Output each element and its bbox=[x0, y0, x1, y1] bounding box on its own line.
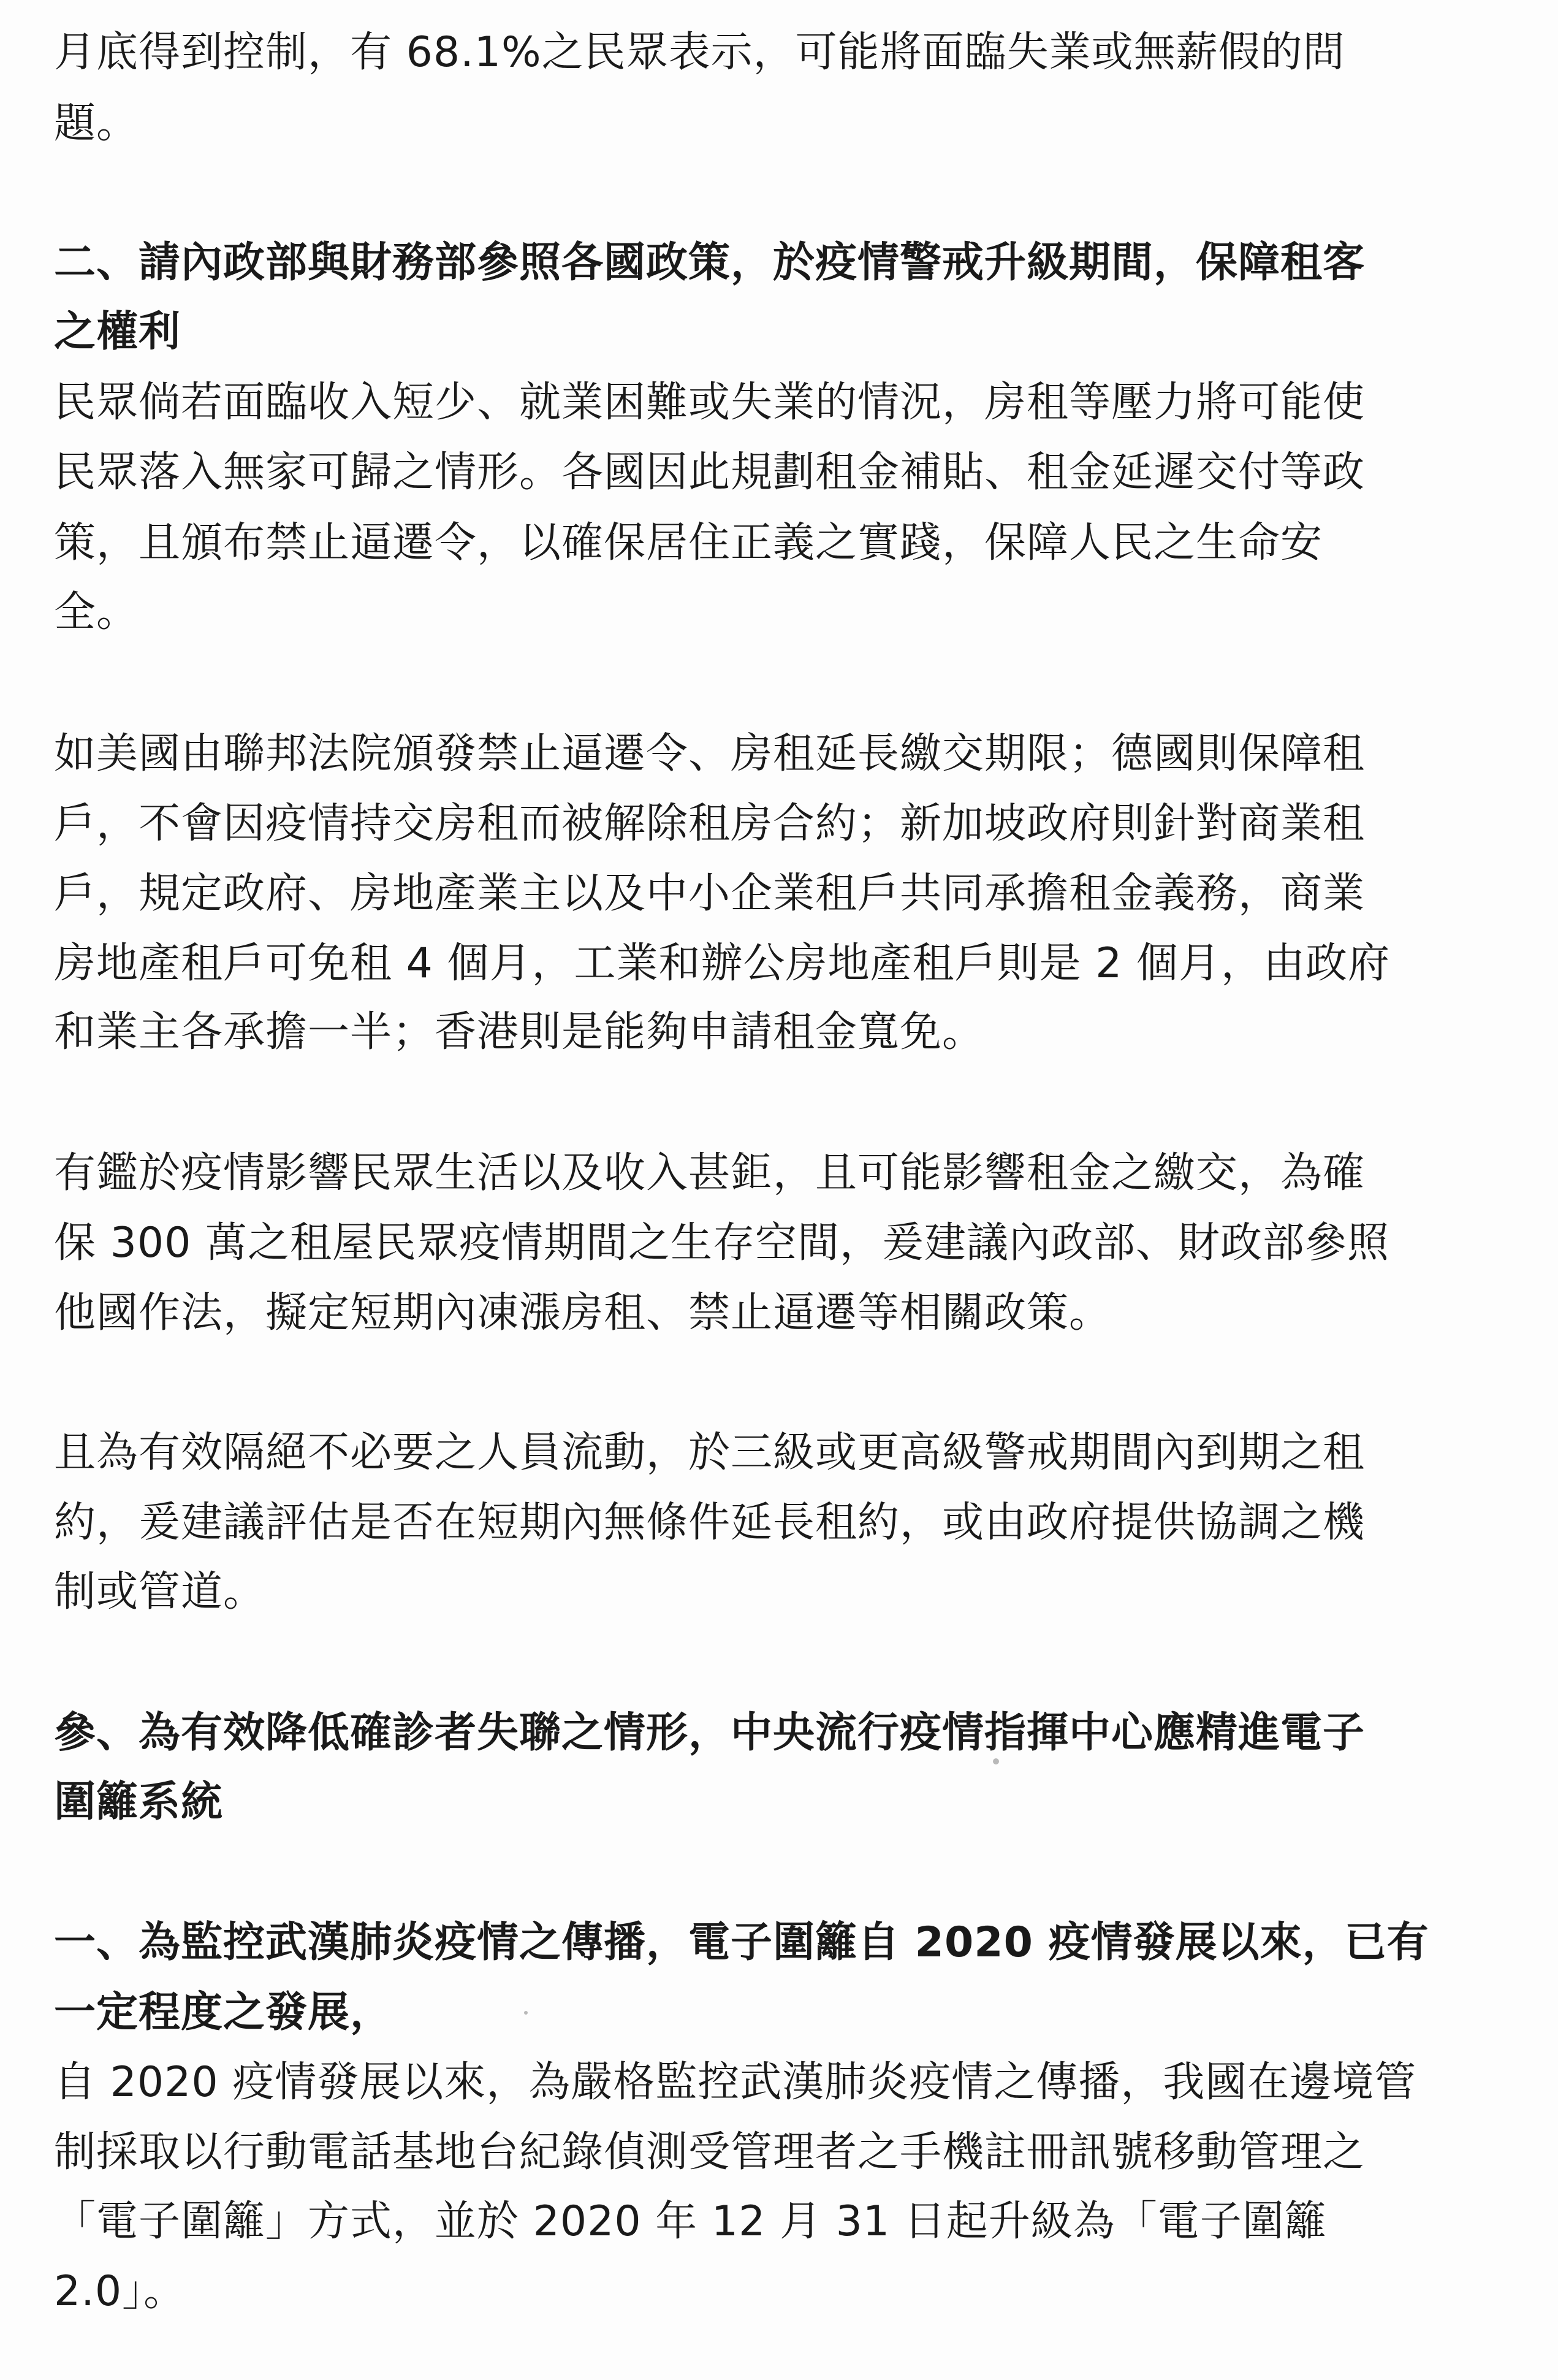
section-heading: 二、請內政部與財務部參照各國政策，於疫情警戒升級期間，保障租客 bbox=[54, 238, 1366, 287]
subsection-heading: 一、為監控武漢肺炎疫情之傳播，電子圍籬自 2020 疫情發展以來，已有 bbox=[54, 1918, 1429, 1967]
text-line: 「電子圍籬」方式，並於 2020 年 12 月 31 日起升級為「電子圍籬 bbox=[54, 2197, 1327, 2246]
text-line: 和業主各承擔一半；香港則是能夠申請租金寬免。 bbox=[54, 1008, 985, 1056]
text-line: 且為有效隔絕不必要之人員流動，於三級或更高級警戒期間內到期之租 bbox=[54, 1428, 1366, 1477]
text-line: 民眾落入無家可歸之情形。各國因此規劃租金補貼、租金延遲交付等政 bbox=[54, 448, 1366, 497]
text-line: 保 300 萬之租屋民眾疫情期間之生存空間，爰建議內政部、財政部參照 bbox=[54, 1219, 1390, 1267]
text-line: 如美國由聯邦法院頒發禁止逼遷令、房租延長繳交期限；德國則保障租 bbox=[54, 730, 1366, 778]
text-line: 自 2020 疫情發展以來，為嚴格監控武漢肺炎疫情之傳播，我國在邊境管 bbox=[54, 2058, 1417, 2107]
text-line: 月底得到控制，有 68.1%之民眾表示，可能將面臨失業或無薪假的問 bbox=[54, 28, 1345, 77]
text-line: 全。 bbox=[54, 588, 139, 636]
text-line: 戶，規定政府、房地產業主以及中小企業租戶共同承擔租金義務，商業 bbox=[54, 869, 1366, 918]
text-line: 民眾倘若面臨收入短少、就業困難或失業的情況，房租等壓力將可能使 bbox=[54, 378, 1366, 427]
text-line: 有鑑於疫情影響民眾生活以及收入甚鉅，且可能影響租金之繳交，為確 bbox=[54, 1149, 1366, 1197]
text-line: 2.0」。 bbox=[54, 2267, 186, 2316]
text-line: 房地產租戶可免租 4 個月，工業和辦公房地產租戶則是 2 個月，由政府 bbox=[54, 939, 1390, 988]
scan-speck bbox=[524, 2011, 528, 2015]
text-line: 策，且頒布禁止逼遷令，以確保居住正義之實踐，保障人民之生命安 bbox=[54, 519, 1323, 567]
text-line: 約，爰建議評估是否在短期內無條件延長租約，或由政府提供協調之機 bbox=[54, 1498, 1366, 1547]
text-line: 制或管道。 bbox=[54, 1568, 266, 1616]
text-line: 題。 bbox=[54, 99, 139, 148]
text-line: 他國作法，擬定短期內凍漲房租、禁止逼遷等相關政策。 bbox=[54, 1289, 1112, 1337]
section-heading: 圍籬系統 bbox=[54, 1778, 224, 1826]
subsection-heading: 一定程度之發展， bbox=[54, 1988, 393, 2037]
text-line: 制採取以行動電話基地台紀錄偵測受管理者之手機註冊訊號移動管理之 bbox=[54, 2128, 1366, 2176]
section-heading: 參、為有效降低確診者失聯之情形，中央流行疫情指揮中心應精進電子 bbox=[54, 1709, 1366, 1757]
section-heading: 之權利 bbox=[54, 308, 181, 356]
text-line: 戶，不會因疫情持交房租而被解除租房合約；新加坡政府則針對商業租 bbox=[54, 799, 1366, 848]
scan-speck bbox=[993, 1758, 999, 1764]
